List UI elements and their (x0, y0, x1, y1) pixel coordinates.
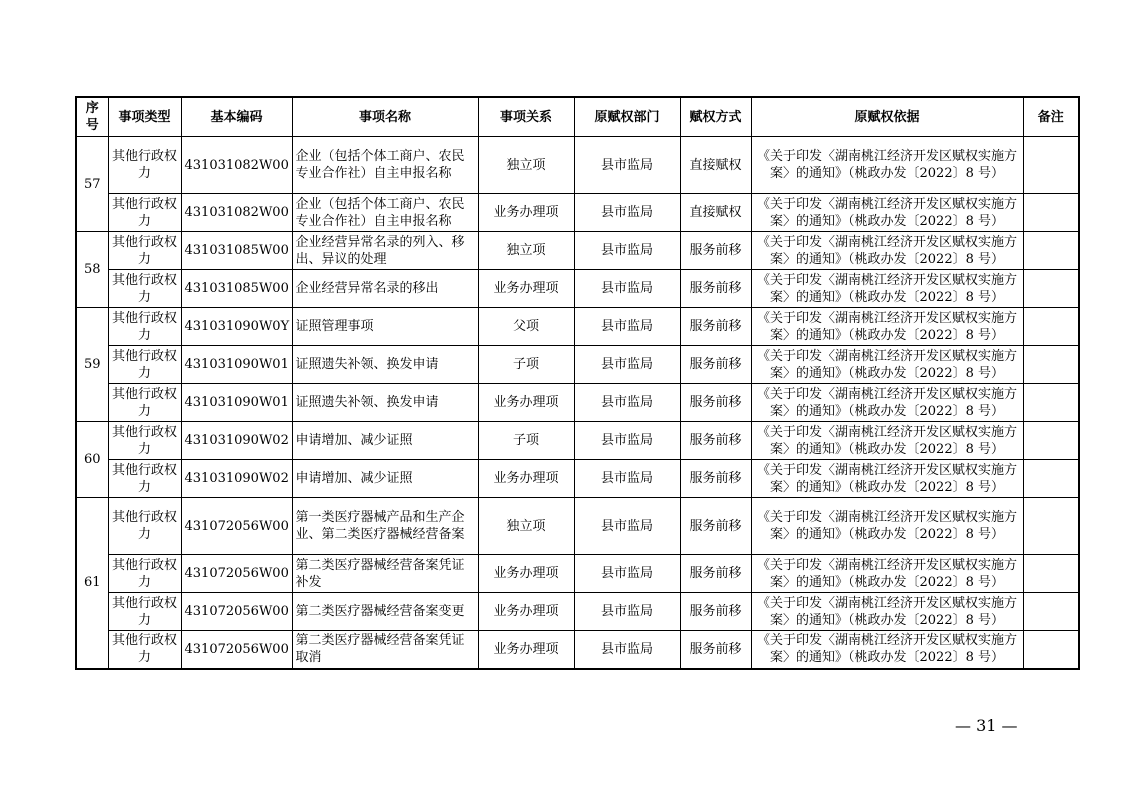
cell-type: 其他行政权力 (108, 384, 181, 422)
cell-code: 431031090W02 (181, 460, 292, 498)
cell-method: 服务前移 (680, 308, 751, 346)
cell-code: 431031082W00 (181, 194, 292, 232)
table-row (76, 498, 1079, 555)
table-row (76, 346, 1079, 384)
cell-type: 其他行政权力 (108, 631, 181, 669)
table-row (76, 232, 1079, 270)
cell-type: 其他行政权力 (108, 593, 181, 631)
cell-type: 其他行政权力 (108, 270, 181, 308)
cell-relation: 独立项 (478, 232, 574, 270)
cell-code: 431072056W00 (181, 631, 292, 669)
cell-method: 服务前移 (680, 460, 751, 498)
cell-basis: 《关于印发〈湖南桃江经济开发区赋权实施方案〉的通知》（桃政办发〔2022〕8 号） (751, 270, 1023, 308)
cell-method: 服务前移 (680, 498, 751, 555)
cell-dept: 县市监局 (574, 631, 680, 669)
cell-note (1023, 384, 1079, 422)
cell-name: 企业（包括个体工商户、农民专业合作社）自主申报名称 (292, 137, 478, 194)
cell-dept: 县市监局 (574, 593, 680, 631)
cell-name: 第二类医疗器械经营备案变更 (292, 593, 478, 631)
cell-note (1023, 308, 1079, 346)
cell-type: 其他行政权力 (108, 308, 181, 346)
cell-code: 431031085W00 (181, 232, 292, 270)
cell-dept: 县市监局 (574, 137, 680, 194)
cell-basis: 《关于印发〈湖南桃江经济开发区赋权实施方案〉的通知》（桃政办发〔2022〕8 号） (751, 422, 1023, 460)
cell-relation: 独立项 (478, 498, 574, 555)
cell-code: 431072056W00 (181, 498, 292, 555)
cell-type: 其他行政权力 (108, 498, 181, 555)
row-index: 59 (76, 308, 108, 422)
cell-note (1023, 555, 1079, 593)
cell-relation: 业务办理项 (478, 555, 574, 593)
table-row (76, 384, 1079, 422)
cell-note (1023, 631, 1079, 669)
cell-relation: 业务办理项 (478, 593, 574, 631)
cell-method: 直接赋权 (680, 194, 751, 232)
table-row (76, 137, 1079, 194)
table-row (76, 555, 1079, 593)
cell-relation: 业务办理项 (478, 631, 574, 669)
authority-table (75, 96, 1080, 670)
table-header-row (76, 97, 1079, 137)
cell-name: 企业经营异常名录的移出 (292, 270, 478, 308)
cell-note (1023, 270, 1079, 308)
header-relation: 事项关系 (478, 97, 574, 137)
cell-basis: 《关于印发〈湖南桃江经济开发区赋权实施方案〉的通知》（桃政办发〔2022〕8 号） (751, 384, 1023, 422)
row-index: 58 (76, 232, 108, 308)
cell-relation: 业务办理项 (478, 270, 574, 308)
header-code: 基本编码 (181, 97, 292, 137)
cell-basis: 《关于印发〈湖南桃江经济开发区赋权实施方案〉的通知》（桃政办发〔2022〕8 号） (751, 460, 1023, 498)
cell-basis: 《关于印发〈湖南桃江经济开发区赋权实施方案〉的通知》（桃政办发〔2022〕8 号） (751, 194, 1023, 232)
cell-dept: 县市监局 (574, 232, 680, 270)
cell-relation: 父项 (478, 308, 574, 346)
cell-dept: 县市监局 (574, 308, 680, 346)
cell-code: 431031090W01 (181, 384, 292, 422)
cell-note (1023, 498, 1079, 555)
cell-basis: 《关于印发〈湖南桃江经济开发区赋权实施方案〉的通知》（桃政办发〔2022〕8 号） (751, 498, 1023, 555)
cell-method: 服务前移 (680, 232, 751, 270)
cell-dept: 县市监局 (574, 460, 680, 498)
cell-note (1023, 460, 1079, 498)
cell-method: 服务前移 (680, 422, 751, 460)
page-number: — 31 — (955, 716, 1018, 735)
table-row (76, 308, 1079, 346)
cell-type: 其他行政权力 (108, 460, 181, 498)
header-name: 事项名称 (292, 97, 478, 137)
cell-relation: 业务办理项 (478, 384, 574, 422)
cell-relation: 子项 (478, 346, 574, 384)
cell-type: 其他行政权力 (108, 346, 181, 384)
cell-code: 431072056W00 (181, 555, 292, 593)
cell-dept: 县市监局 (574, 194, 680, 232)
cell-dept: 县市监局 (574, 555, 680, 593)
cell-name: 证照管理事项 (292, 308, 478, 346)
cell-type: 其他行政权力 (108, 555, 181, 593)
cell-code: 431031090W0Y (181, 308, 292, 346)
cell-name: 申请增加、减少证照 (292, 422, 478, 460)
cell-basis: 《关于印发〈湖南桃江经济开发区赋权实施方案〉的通知》（桃政办发〔2022〕8 号） (751, 137, 1023, 194)
header-method: 赋权方式 (680, 97, 751, 137)
cell-method: 服务前移 (680, 384, 751, 422)
cell-basis: 《关于印发〈湖南桃江经济开发区赋权实施方案〉的通知》（桃政办发〔2022〕8 号） (751, 555, 1023, 593)
cell-method: 服务前移 (680, 270, 751, 308)
cell-dept: 县市监局 (574, 422, 680, 460)
header-note: 备注 (1023, 97, 1079, 137)
cell-basis: 《关于印发〈湖南桃江经济开发区赋权实施方案〉的通知》（桃政办发〔2022〕8 号） (751, 232, 1023, 270)
cell-basis: 《关于印发〈湖南桃江经济开发区赋权实施方案〉的通知》（桃政办发〔2022〕8 号） (751, 346, 1023, 384)
cell-code: 431031090W02 (181, 422, 292, 460)
table-row (76, 194, 1079, 232)
cell-method: 服务前移 (680, 631, 751, 669)
cell-dept: 县市监局 (574, 270, 680, 308)
cell-code: 431031090W01 (181, 346, 292, 384)
cell-name: 企业（包括个体工商户、农民专业合作社）自主申报名称 (292, 194, 478, 232)
cell-name: 证照遗失补领、换发申请 (292, 346, 478, 384)
cell-note (1023, 137, 1079, 194)
table-body (76, 137, 1079, 669)
cell-dept: 县市监局 (574, 498, 680, 555)
cell-note (1023, 194, 1079, 232)
cell-type: 其他行政权力 (108, 194, 181, 232)
cell-basis: 《关于印发〈湖南桃江经济开发区赋权实施方案〉的通知》（桃政办发〔2022〕8 号） (751, 593, 1023, 631)
cell-name: 第一类医疗器械产品和生产企业、第二类医疗器械经营备案 (292, 498, 478, 555)
cell-relation: 子项 (478, 422, 574, 460)
cell-name: 第二类医疗器械经营备案凭证补发 (292, 555, 478, 593)
header-index: 序号 (76, 97, 108, 137)
cell-method: 服务前移 (680, 593, 751, 631)
header-basis: 原赋权依据 (751, 97, 1023, 137)
cell-name: 申请增加、减少证照 (292, 460, 478, 498)
cell-name: 第二类医疗器械经营备案凭证取消 (292, 631, 478, 669)
cell-note (1023, 346, 1079, 384)
row-index: 60 (76, 422, 108, 498)
table-row (76, 593, 1079, 631)
cell-name: 证照遗失补领、换发申请 (292, 384, 478, 422)
cell-basis: 《关于印发〈湖南桃江经济开发区赋权实施方案〉的通知》（桃政办发〔2022〕8 号） (751, 631, 1023, 669)
cell-method: 直接赋权 (680, 137, 751, 194)
table-row (76, 631, 1079, 669)
table-row (76, 270, 1079, 308)
cell-type: 其他行政权力 (108, 137, 181, 194)
header-type: 事项类型 (108, 97, 181, 137)
cell-method: 服务前移 (680, 346, 751, 384)
cell-relation: 独立项 (478, 137, 574, 194)
row-index: 61 (76, 498, 108, 669)
row-index: 57 (76, 137, 108, 232)
cell-dept: 县市监局 (574, 384, 680, 422)
cell-type: 其他行政权力 (108, 232, 181, 270)
cell-note (1023, 232, 1079, 270)
cell-note (1023, 422, 1079, 460)
cell-name: 企业经营异常名录的列入、移出、异议的处理 (292, 232, 478, 270)
cell-method: 服务前移 (680, 555, 751, 593)
cell-code: 431031085W00 (181, 270, 292, 308)
header-dept: 原赋权部门 (574, 97, 680, 137)
table-row (76, 460, 1079, 498)
cell-relation: 业务办理项 (478, 460, 574, 498)
cell-basis: 《关于印发〈湖南桃江经济开发区赋权实施方案〉的通知》（桃政办发〔2022〕8 号） (751, 308, 1023, 346)
cell-code: 431072056W00 (181, 593, 292, 631)
cell-type: 其他行政权力 (108, 422, 181, 460)
table-row (76, 422, 1079, 460)
cell-code: 431031082W00 (181, 137, 292, 194)
cell-note (1023, 593, 1079, 631)
cell-dept: 县市监局 (574, 346, 680, 384)
cell-relation: 业务办理项 (478, 194, 574, 232)
